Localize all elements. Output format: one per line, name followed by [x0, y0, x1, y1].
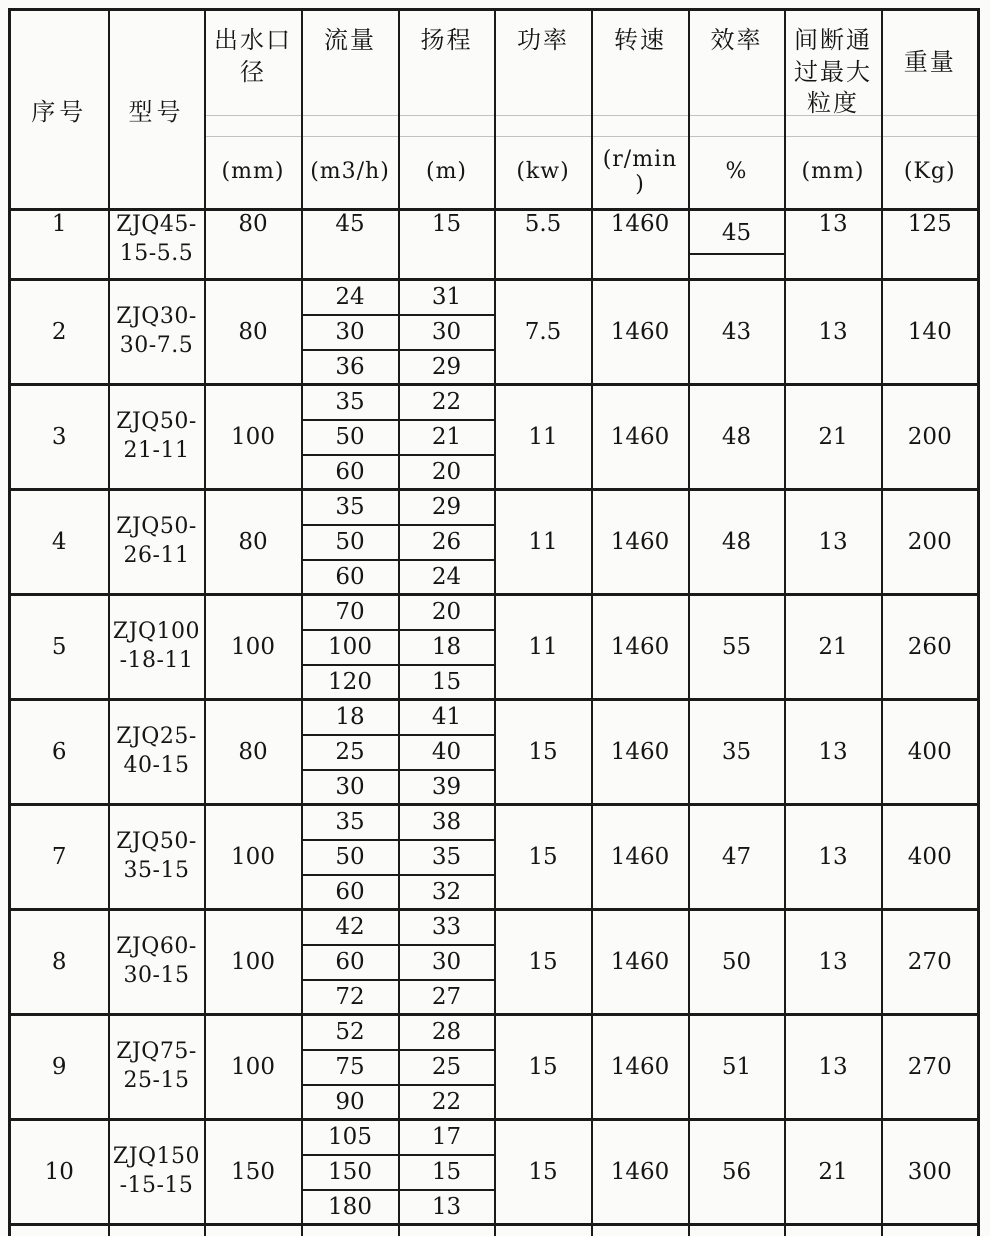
cell-efficiency: 56: [689, 1120, 785, 1225]
cell-flow: 60: [302, 875, 399, 910]
cell-head: 15: [399, 210, 495, 280]
cell-outlet: 80: [205, 700, 302, 805]
model-line-2: -18-11: [119, 648, 194, 673]
cell-head: 13: [399, 1190, 495, 1225]
cell-power: 7.5: [495, 280, 592, 385]
cell-efficiency: [689, 210, 785, 280]
header-divider-band: [593, 115, 688, 137]
header-cell-weight: [882, 10, 979, 210]
header-divider-band: [206, 115, 301, 137]
cell-weight: 400: [882, 700, 979, 805]
header-label-line: 转速: [614, 26, 666, 54]
cell-efficiency: 35: [689, 700, 785, 805]
table-row-10: [10, 1120, 979, 1155]
header-cell-speed: [592, 10, 689, 210]
cell-model: [109, 1120, 205, 1225]
cell-efficiency: 51: [689, 1015, 785, 1120]
cell-weight: 270: [882, 1015, 979, 1120]
cell-outlet: 100: [205, 805, 302, 910]
cell-weight: 125: [882, 210, 979, 280]
cell-head: 20: [399, 455, 495, 490]
cell-efficiency: 55: [689, 595, 785, 700]
header-unit: [303, 137, 398, 208]
cell-model: [109, 1015, 205, 1120]
pump-spec-table: [8, 8, 980, 1236]
cell-particle: 13: [785, 280, 882, 385]
cell-particle: 13: [785, 910, 882, 1015]
cell-seq: 10: [10, 1120, 109, 1225]
cell-flow: 36: [302, 350, 399, 385]
header-divider-band: [883, 115, 978, 137]
cell-outlet: 80: [205, 210, 302, 280]
cell-flow: 50: [302, 420, 399, 455]
cell-weight: 400: [882, 805, 979, 910]
cell-weight: 200: [882, 385, 979, 490]
cell-speed: 1460: [592, 280, 689, 385]
header-label: [593, 11, 688, 115]
header-label: [690, 11, 784, 115]
table-row-3: [10, 385, 979, 420]
cell-seq: 4: [10, 490, 109, 595]
cell-flow: 60: [302, 560, 399, 595]
header-label: [786, 11, 881, 118]
cell-flow: 50: [302, 525, 399, 560]
header-unit-line: (kw): [516, 159, 570, 185]
cell-flow: 45: [302, 210, 399, 280]
efficiency-value: 45: [690, 211, 784, 255]
cell-head: 33: [399, 910, 495, 945]
cell-head: 22: [399, 1085, 495, 1120]
header-label-line: 重量: [903, 48, 956, 77]
header-label-line: 出水口: [214, 26, 292, 54]
header-cell-efficiency: [689, 10, 785, 210]
header-label: [206, 11, 301, 115]
cell-head: 28: [399, 1015, 495, 1050]
cell-flow: 180: [302, 1190, 399, 1225]
cell-model: [109, 595, 205, 700]
header-label: 序号: [31, 98, 88, 126]
cell-head: 21: [399, 420, 495, 455]
cell-efficiency: 47: [689, 805, 785, 910]
header-cell-head: [399, 10, 495, 210]
cell-speed: 1460: [592, 210, 689, 280]
stub-cell: [399, 1225, 495, 1236]
cell-speed: 1460: [592, 805, 689, 910]
model-line-1: ZJQ50-: [116, 409, 197, 435]
model-line-1: ZJQ150: [112, 1144, 201, 1170]
cell-flow: 150: [302, 1155, 399, 1190]
cell-speed: 1460: [592, 385, 689, 490]
cell-outlet: 150: [205, 1120, 302, 1225]
cell-flow: 60: [302, 945, 399, 980]
cell-power: 11: [495, 490, 592, 595]
cell-outlet: 100: [205, 1015, 302, 1120]
cell-flow: 120: [302, 665, 399, 700]
cell-head: 24: [399, 560, 495, 595]
cell-power: 15: [495, 805, 592, 910]
header-cell-power: [495, 10, 592, 210]
header-unit-line: (mm): [221, 159, 285, 185]
cell-flow: 25: [302, 735, 399, 770]
cell-flow: 35: [302, 805, 399, 840]
header-label-line: 效率: [710, 26, 763, 54]
header-label: [400, 11, 494, 115]
cell-outlet: 80: [205, 490, 302, 595]
cell-efficiency: 43: [689, 280, 785, 385]
cell-seq: 7: [10, 805, 109, 910]
stub-cell: [785, 1225, 882, 1236]
cell-head: 15: [399, 1155, 495, 1190]
header-divider-band: [496, 115, 591, 137]
cell-flow: 42: [302, 910, 399, 945]
cell-head: 29: [399, 490, 495, 525]
cell-head: 29: [399, 350, 495, 385]
cell-seq: 1: [10, 210, 109, 280]
cell-seq: 5: [10, 595, 109, 700]
cell-flow: 75: [302, 1050, 399, 1085]
header-label-line: 功率: [517, 26, 569, 54]
stub-cell: [689, 1225, 785, 1236]
cell-weight: 200: [882, 490, 979, 595]
model-line-1: ZJQ30-: [116, 304, 197, 330]
cell-model: [109, 385, 205, 490]
header-label-line: 过最大: [794, 57, 872, 86]
cell-flow: 24: [302, 280, 399, 315]
cell-outlet: 100: [205, 385, 302, 490]
model-line-1: ZJQ45-: [116, 212, 197, 237]
header-unit-line: (m): [425, 159, 468, 185]
header-label-line: 粒度: [807, 89, 859, 118]
cell-outlet: 100: [205, 910, 302, 1015]
cell-head: 35: [399, 840, 495, 875]
cell-weight: 140: [882, 280, 979, 385]
cell-particle: 21: [785, 1120, 882, 1225]
cell-flow: 52: [302, 1015, 399, 1050]
cell-model: [109, 910, 205, 1015]
cell-flow: 30: [302, 315, 399, 350]
header-label: 型号: [128, 98, 185, 126]
cell-model: [109, 805, 205, 910]
header-label: [883, 11, 978, 115]
table-row-4: [10, 490, 979, 525]
header-divider-band: [690, 115, 784, 137]
table-row-5: [10, 595, 979, 630]
cell-head: 25: [399, 1050, 495, 1085]
header-unit: [883, 137, 978, 208]
header-unit-line: ): [635, 171, 645, 197]
cell-flow: 35: [302, 490, 399, 525]
cell-speed: 1460: [592, 1120, 689, 1225]
model-line-1: ZJQ50-: [116, 514, 197, 540]
header-label-line: 间断通: [794, 26, 872, 54]
cell-head: 17: [399, 1120, 495, 1155]
cell-model: [109, 280, 205, 385]
cell-model: [109, 700, 205, 805]
cell-flow: 105: [302, 1120, 399, 1155]
header-unit: [593, 137, 688, 208]
header-unit-line: %: [725, 159, 748, 185]
cell-model: [109, 490, 205, 595]
cell-efficiency: 48: [689, 385, 785, 490]
cell-head: 22: [399, 385, 495, 420]
model-line-2: -15-15: [119, 1173, 194, 1198]
table-row-6: [10, 700, 979, 735]
header-cell-model: [109, 10, 205, 210]
cell-flow: 18: [302, 700, 399, 735]
cell-seq: 9: [10, 1015, 109, 1120]
header-divider-band: [400, 115, 494, 137]
cell-speed: 1460: [592, 910, 689, 1015]
table-row-8: [10, 910, 979, 945]
cell-flow: 72: [302, 980, 399, 1015]
cell-head: 38: [399, 805, 495, 840]
cell-head: 32: [399, 875, 495, 910]
cell-head: 26: [399, 525, 495, 560]
cell-head: 18: [399, 630, 495, 665]
cell-head: 27: [399, 980, 495, 1015]
cell-head: 30: [399, 315, 495, 350]
cell-flow: 90: [302, 1085, 399, 1120]
model-line-1: ZJQ50-: [116, 829, 197, 855]
cell-seq: 2: [10, 280, 109, 385]
cell-particle: 13: [785, 700, 882, 805]
cell-seq: 8: [10, 910, 109, 1015]
cell-weight: 260: [882, 595, 979, 700]
model-line-1: ZJQ60-: [116, 934, 197, 960]
stub-cell: [205, 1225, 302, 1236]
cell-weight: 270: [882, 910, 979, 1015]
header-label-line: 流量: [324, 26, 376, 54]
stub-cell: [882, 1225, 979, 1236]
cell-outlet: 80: [205, 280, 302, 385]
cell-flow: 60: [302, 455, 399, 490]
table-row-7: [10, 805, 979, 840]
cell-particle: 13: [785, 210, 882, 280]
cell-efficiency: 48: [689, 490, 785, 595]
model-line-2: 25-15: [123, 1068, 190, 1093]
cell-power: 5.5: [495, 210, 592, 280]
cell-speed: 1460: [592, 700, 689, 805]
cell-power: 15: [495, 910, 592, 1015]
model-line-2: 35-15: [123, 858, 190, 883]
cell-particle: 13: [785, 1015, 882, 1120]
cell-seq: 6: [10, 700, 109, 805]
cell-speed: 1460: [592, 595, 689, 700]
stub-cell: [10, 1225, 109, 1236]
cell-power: 15: [495, 1120, 592, 1225]
cell-head: 20: [399, 595, 495, 630]
model-line-2: 40-15: [123, 753, 190, 778]
cell-particle: 13: [785, 805, 882, 910]
header-unit: [690, 137, 784, 208]
table-row-1: [10, 210, 979, 280]
header-cell-seq: [10, 10, 109, 210]
model-line-2: 30-7.5: [119, 333, 194, 358]
cell-power: 15: [495, 1015, 592, 1120]
stub-cell: [302, 1225, 399, 1236]
cell-speed: 1460: [592, 1015, 689, 1120]
stub-cell: [495, 1225, 592, 1236]
model-line-1: ZJQ100: [112, 619, 201, 645]
model-line-1: ZJQ75-: [116, 1039, 197, 1065]
cell-power: 15: [495, 700, 592, 805]
header-cell-flow: [302, 10, 399, 210]
header-unit: [496, 137, 591, 208]
model-line-2: 26-11: [123, 543, 190, 568]
stub-cell: [592, 1225, 689, 1236]
cell-efficiency: 50: [689, 910, 785, 1015]
cell-head: 15: [399, 665, 495, 700]
cell-speed: 1460: [592, 490, 689, 595]
cell-model: [109, 210, 205, 280]
cell-seq: 3: [10, 385, 109, 490]
cell-flow: 100: [302, 630, 399, 665]
header-unit-line: (m3/h): [310, 159, 390, 185]
table-row-9: [10, 1015, 979, 1050]
header-divider-band: [786, 115, 881, 137]
header-row: [10, 10, 979, 210]
cell-particle: 21: [785, 385, 882, 490]
header-unit-line: (Kg): [903, 159, 956, 185]
cell-weight: 300: [882, 1120, 979, 1225]
header-unit: [400, 137, 494, 208]
cell-outlet: 100: [205, 595, 302, 700]
header-cell-particle: [785, 10, 882, 210]
model-line-1: ZJQ25-: [116, 724, 197, 750]
header-label: [303, 11, 398, 115]
cell-particle: 21: [785, 595, 882, 700]
cell-head: 39: [399, 770, 495, 805]
model-line-2: 30-15: [123, 963, 190, 988]
header-unit: [206, 137, 301, 208]
header-label-line: 扬程: [420, 26, 473, 54]
cell-head: 40: [399, 735, 495, 770]
clipped-next-row: [10, 1225, 979, 1236]
cell-flow: 35: [302, 385, 399, 420]
model-line-2: 21-11: [123, 438, 190, 463]
header-label-line: 径: [240, 57, 266, 86]
cell-flow: 70: [302, 595, 399, 630]
header-unit-line: (mm): [801, 159, 865, 185]
cell-power: 11: [495, 385, 592, 490]
model-line-2: 15-5.5: [119, 240, 194, 266]
cell-power: 11: [495, 595, 592, 700]
header-cell-outlet: [205, 10, 302, 210]
header-unit: [786, 137, 881, 208]
header-unit-line: (r/min: [602, 147, 678, 173]
stub-cell: [109, 1225, 205, 1236]
cell-head: 31: [399, 280, 495, 315]
cell-flow: 30: [302, 770, 399, 805]
cell-head: 30: [399, 945, 495, 980]
cell-particle: 13: [785, 490, 882, 595]
table-row-2: [10, 280, 979, 315]
header-divider-band: [303, 115, 398, 137]
header-label: [496, 11, 591, 115]
cell-flow: 50: [302, 840, 399, 875]
cell-head: 41: [399, 700, 495, 735]
